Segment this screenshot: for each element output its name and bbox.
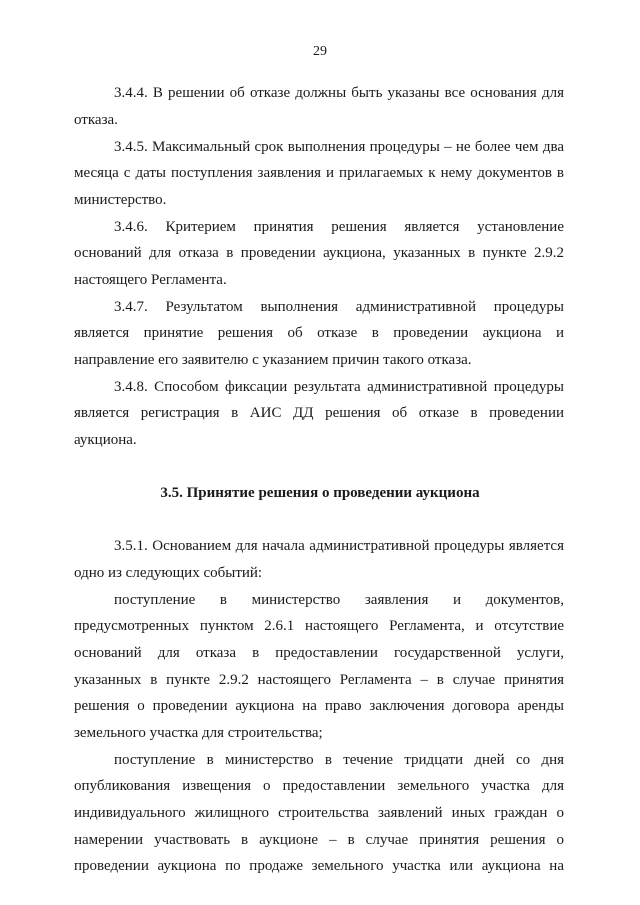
paragraph-3-4-6-line-2: оснований для отказа в проведении аукциона, указанных в пункте 2.9.2	[74, 245, 564, 261]
item-2-line-4: намерении участвовать в аукционе – в случае принятия решения о	[74, 832, 564, 848]
paragraph-3-4-5-line-1: 3.4.5. Максимальный срок выполнения процедуры – не более чем два	[114, 139, 564, 155]
paragraph-3-4-8-line-1: 3.4.8. Способом фиксации результата административной процедуры	[114, 379, 564, 395]
paragraph-3-5-1-line-1: 3.5.1. Основанием для начала административной процедуры является	[114, 538, 564, 554]
paragraph-3-4-6-line-3: настоящего Регламента.	[74, 272, 227, 288]
paragraph-3-4-5-line-3: министерство.	[74, 192, 167, 208]
paragraph-3-4-6-line-1: 3.4.6. Критерием принятия решения является установление	[114, 219, 564, 235]
item-2-line-3: индивидуального жилищного строительства заявлений иных граждан о	[74, 805, 564, 821]
item-1-line-1: поступление в министерство заявления и документов,	[114, 592, 564, 608]
paragraph-3-4-4-line-2: отказа.	[74, 112, 118, 128]
item-1-line-6: земельного участка для строительства;	[74, 725, 323, 741]
paragraph-3-5-1-line-2: одно из следующих событий:	[74, 565, 263, 581]
paragraph-3-4-7-line-1: 3.4.7. Результатом выполнения административной процедуры	[114, 299, 564, 315]
paragraph-3-4-4-line-1: 3.4.4. В решении об отказе должны быть указаны все основания для	[114, 85, 564, 101]
paragraph-3-4-5-line-2: месяца с даты поступления заявления и прилагаемых к нему документов в	[74, 165, 564, 181]
item-1-line-3: оснований для отказа в предоставлении государственной услуги,	[74, 645, 564, 661]
paragraph-3-4-7-line-3: направление его заявителю с указанием причин такого отказа.	[74, 352, 472, 368]
paragraph-3-4-8-line-2: является регистрация в АИС ДД решения об отказе в проведении	[74, 405, 564, 421]
item-1-line-4: указанных в пункте 2.9.2 настоящего Регламента – в случае принятия	[74, 672, 564, 688]
item-2-line-1: поступление в министерство в течение тридцати дней со дня	[114, 752, 564, 768]
page-number: 29	[313, 44, 327, 59]
item-2-line-2: опубликования извещения о предоставлении земельного участка для	[74, 778, 564, 794]
item-2-line-5: проведении аукциона по продаже земельного участка или аукциона на	[74, 858, 564, 874]
item-1-line-2: предусмотренных пунктом 2.6.1 настоящего Регламента, и отсутствие	[74, 618, 564, 634]
paragraph-3-4-7-line-2: является принятие решения об отказе в проведении аукциона и	[74, 325, 564, 341]
paragraph-3-4-8-line-3: аукциона.	[74, 432, 137, 448]
item-1-line-5: решения о проведении аукциона на право заключения договора аренды	[74, 698, 564, 714]
section-heading-3-5: 3.5. Принятие решения о проведении аукциона	[160, 485, 480, 501]
